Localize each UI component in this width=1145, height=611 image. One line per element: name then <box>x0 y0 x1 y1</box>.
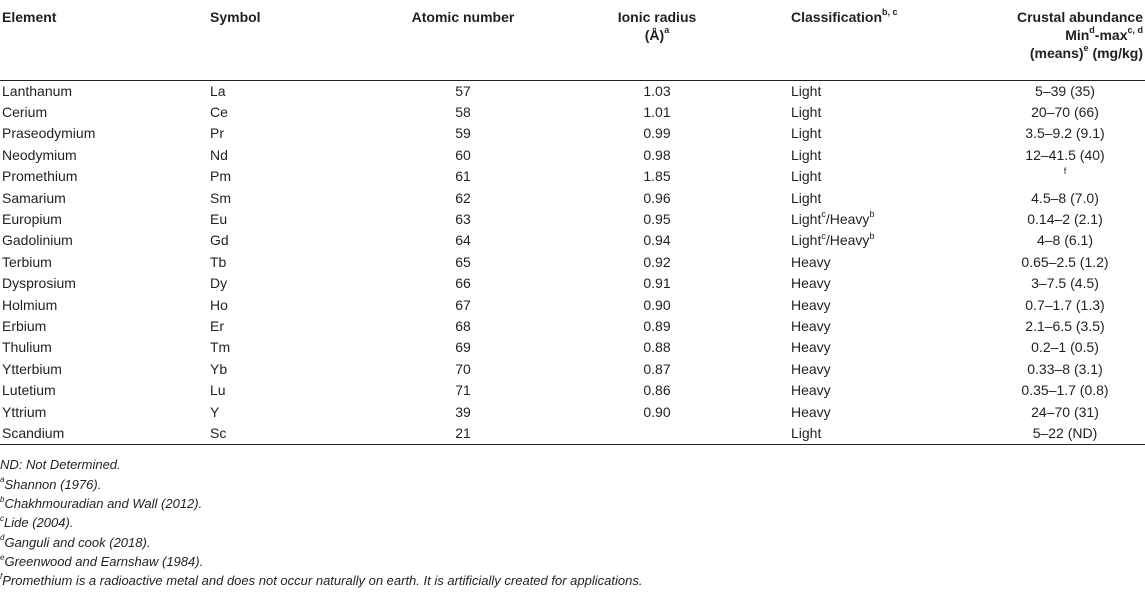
cell-atomic-number: 64 <box>455 232 471 249</box>
cell-atomic-number: 68 <box>455 317 471 334</box>
cell-crustal-abundance: 0.35–1.7 (0.8) <box>1021 382 1109 399</box>
cell-symbol: Ce <box>210 103 228 120</box>
footnote: $^a$Shannon (1976). <box>0 475 102 492</box>
table-row <box>0 316 1145 337</box>
cell-atomic-number: 58 <box>455 103 471 120</box>
cell-ionic-radius: 0.95 <box>643 210 671 227</box>
header-row <box>0 0 1145 80</box>
cell-element: Ytterbium <box>2 360 62 377</box>
table-row <box>0 123 1145 144</box>
table-row <box>0 359 1145 380</box>
cell-ionic-radius: 0.90 <box>643 403 671 420</box>
cell-atomic-number: 57 <box>455 82 471 99</box>
cell-element: Lutetium <box>2 382 56 399</box>
cell-crustal-abundance: 0.65–2.5 (1.2) <box>1021 253 1109 270</box>
header-atomic-number: Atomic number <box>411 9 515 25</box>
cell-element: Scandium <box>0 423 208 445</box>
cell-symbol: Tb <box>210 253 227 270</box>
cell-symbol: Dy <box>210 275 228 292</box>
cell-ionic-radius: 0.90 <box>643 296 671 313</box>
cell-crustal-abundance: 20–70 (66) <box>1031 103 1099 120</box>
cell-ionic-radius: 1.01 <box>643 103 671 120</box>
cell-atomic-number: 65 <box>455 253 471 270</box>
cell-classification: Light <box>791 168 822 185</box>
cell-atomic-number: 71 <box>455 382 471 399</box>
table-row <box>0 252 1145 273</box>
table-row <box>0 209 1145 230</box>
cell-symbol: Tm <box>210 339 231 356</box>
cell-atomic-number: 21 <box>369 423 557 445</box>
cell-element: Holmium <box>2 296 58 313</box>
cell-classification: Light <box>791 189 822 206</box>
cell-ionic-radius: 1.03 <box>643 82 671 99</box>
header-classification: Classification$^{b, c}$ <box>791 7 898 25</box>
table-row <box>0 423 1145 445</box>
cell-crustal-abundance: 4–8 (6.1) <box>1036 232 1094 249</box>
cell-ionic-radius: 0.88 <box>643 339 671 356</box>
header-ionic-radius: Ionic radius (Å)$^a$ <box>617 9 697 43</box>
table-row <box>0 295 1145 316</box>
cell-classification: Heavy <box>791 360 831 377</box>
cell-atomic-number: 39 <box>455 403 471 420</box>
table-row <box>0 230 1145 251</box>
cell-ionic-radius: 0.86 <box>643 382 671 399</box>
cell-symbol: Nd <box>210 146 228 163</box>
cell-crustal-abundance: 24–70 (31) <box>1031 403 1099 420</box>
cell-crustal-abundance: 5–39 (35) <box>1035 82 1095 99</box>
cell-symbol: Eu <box>210 210 228 227</box>
footnote: $^e$Greenwood and Earnshaw (1984). <box>0 552 204 569</box>
footnotes <box>0 445 1145 590</box>
cell-atomic-number: 63 <box>455 210 471 227</box>
footnote: $^f$Promethium is a radioactive metal and does not occur naturally on earth. It is artificially created for applications. <box>0 571 643 589</box>
footnote: $^b$Chakhmouradian and Wall (2012). <box>0 494 203 511</box>
cell-classification: Heavy <box>791 403 831 420</box>
cell-element: Promethium <box>2 168 78 185</box>
table-row <box>0 337 1145 358</box>
cell-classification: Light$^c$/Heavy$^b$ <box>791 209 875 227</box>
cell-symbol: Er <box>210 317 224 334</box>
cell-atomic-number: 69 <box>455 339 471 356</box>
cell-classification: Heavy <box>791 275 831 292</box>
cell-crustal-abundance: 0.7–1.7 (1.3) <box>1025 296 1105 313</box>
cell-element: Dysprosium <box>2 275 76 292</box>
cell-symbol: La <box>210 82 226 99</box>
cell-ionic-radius: 0.92 <box>643 253 671 270</box>
cell-crustal-abundance: f <box>1063 166 1067 177</box>
cell-symbol: Yb <box>210 360 228 377</box>
table-row <box>0 145 1145 166</box>
cell-classification: Light <box>791 125 822 142</box>
cell-element: Erbium <box>2 317 47 334</box>
cell-crustal-abundance: 5–22 (ND) <box>985 423 1145 445</box>
cell-symbol: Ho <box>210 296 228 313</box>
cell-classification: Heavy <box>791 253 831 270</box>
cell-ionic-radius: 0.87 <box>643 360 671 377</box>
footnote: $^c$Lide (2004). <box>0 513 74 531</box>
header-crustal-abundance: Crustal abundance $Min^d-\max^{c, d}$ (means)$^e$ (mg/kg) <box>1016 9 1143 61</box>
cell-atomic-number: 62 <box>455 189 471 206</box>
cell-crustal-abundance: 4.5–8 (7.0) <box>1031 189 1099 206</box>
footnote: $^d$Ganguli and cook (2018). <box>0 533 151 550</box>
table-row <box>0 380 1145 401</box>
table-row <box>0 80 1145 102</box>
cell-ionic-radius <box>557 423 757 445</box>
cell-classification: Light <box>757 423 985 445</box>
cell-element: Terbium <box>2 253 52 270</box>
cell-symbol: Pm <box>210 168 231 185</box>
table-row <box>0 273 1145 294</box>
table-row <box>0 102 1145 123</box>
table-row <box>0 402 1145 423</box>
cell-element: Thulium <box>2 339 52 356</box>
cell-atomic-number: 70 <box>455 360 471 377</box>
cell-classification: Heavy <box>791 317 831 334</box>
cell-symbol: Lu <box>210 382 226 399</box>
cell-symbol: Sc <box>208 423 369 445</box>
cell-crustal-abundance: 0.33–8 (3.1) <box>1027 360 1103 377</box>
cell-element: Neodymium <box>2 146 77 163</box>
cell-crustal-abundance: 3.5–9.2 (9.1) <box>1025 125 1105 142</box>
cell-crustal-abundance: 12–41.5 (40) <box>1025 146 1105 163</box>
cell-classification: Light <box>791 82 822 99</box>
cell-element: Cerium <box>2 103 48 120</box>
cell-atomic-number: 66 <box>455 275 471 292</box>
cell-crustal-abundance: 2.1–6.5 (3.5) <box>1025 317 1105 334</box>
cell-symbol: Gd <box>210 232 229 249</box>
cell-crustal-abundance: 0.14–2 (2.1) <box>1027 210 1103 227</box>
cell-ionic-radius: 0.94 <box>643 232 671 249</box>
header-element: Element <box>2 9 57 25</box>
cell-crustal-abundance: 0.2–1 (0.5) <box>1031 339 1099 356</box>
cell-atomic-number: 61 <box>455 168 471 185</box>
cell-classification: Heavy <box>791 296 831 313</box>
cell-element: Yttrium <box>2 403 47 420</box>
cell-ionic-radius: 0.98 <box>643 146 671 163</box>
cell-ionic-radius: 0.89 <box>643 317 671 334</box>
cell-element: Europium <box>2 210 62 227</box>
cell-element: Praseodymium <box>2 125 96 142</box>
cell-ionic-radius: 0.91 <box>643 275 671 292</box>
cell-ionic-radius: 1.85 <box>643 168 671 185</box>
cell-crustal-abundance: 3–7.5 (4.5) <box>1031 275 1099 292</box>
cell-classification: Heavy <box>791 339 831 356</box>
table-header <box>0 0 1145 80</box>
cell-classification: Light$^c$/Heavy$^b$ <box>791 230 875 249</box>
cell-atomic-number: 60 <box>455 146 471 163</box>
table-body <box>0 80 1145 445</box>
cell-classification: Light <box>791 103 822 120</box>
cell-ionic-radius: 0.99 <box>643 125 671 142</box>
cell-symbol: Pr <box>210 125 224 142</box>
table-row <box>0 166 1145 187</box>
cell-element: Lanthanum <box>2 82 73 99</box>
cell-element: Samarium <box>2 189 66 206</box>
cell-symbol: Y <box>210 403 220 420</box>
table-row <box>0 188 1145 209</box>
cell-classification: Light <box>791 146 822 163</box>
cell-element: Gadolinium <box>2 232 73 249</box>
cell-ionic-radius: 0.96 <box>643 189 671 206</box>
cell-atomic-number: 59 <box>455 125 471 142</box>
header-symbol: Symbol <box>210 9 261 25</box>
footnote: ND: Not Determined. <box>0 457 121 473</box>
cell-atomic-number: 67 <box>455 296 471 313</box>
cell-symbol: Sm <box>210 189 231 206</box>
cell-classification: Heavy <box>791 382 831 399</box>
